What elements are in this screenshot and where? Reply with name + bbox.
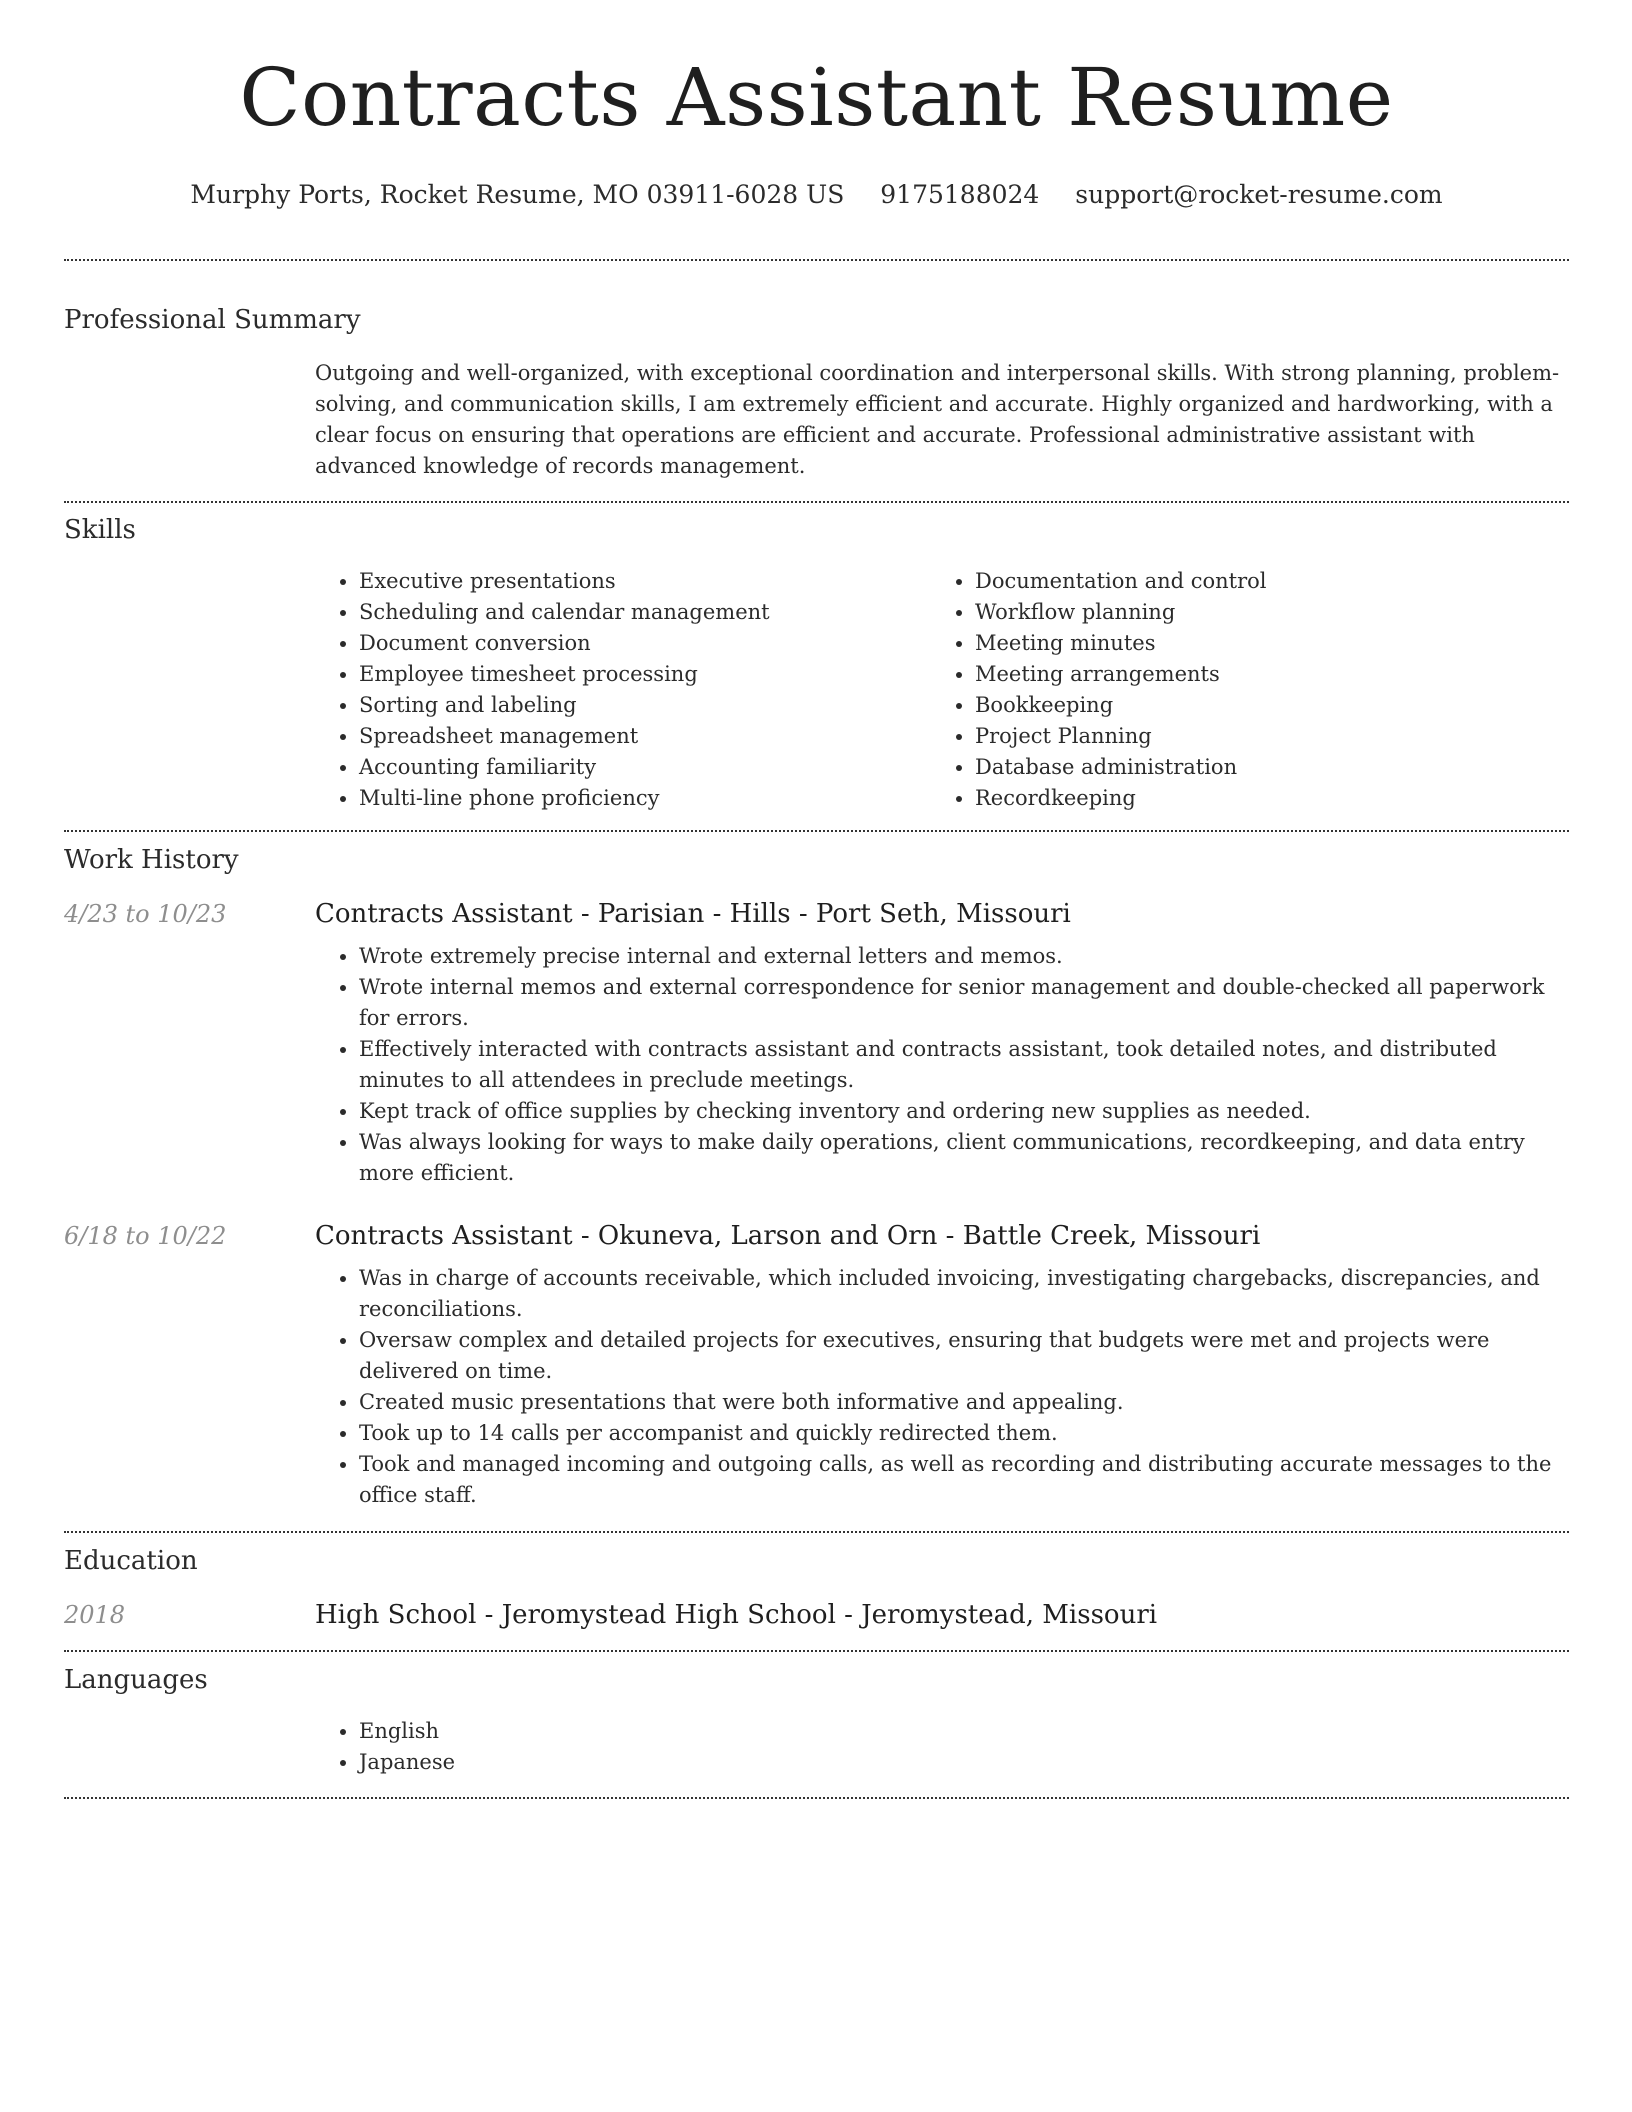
job-dates: 4/23 to 10/23	[64, 900, 227, 928]
skills-column-left	[315, 566, 931, 814]
resume-title: Contracts Assistant Resume	[239, 51, 1394, 144]
contact-phone: 9175188024	[880, 180, 1040, 209]
skill-item: • Documentation and control	[975, 566, 1547, 597]
duty-item: • Was always looking for ways to make daily operations, client communications, recordkeeping, and data entry more efficient.	[359, 1127, 1569, 1189]
skill-item: • Recordkeeping	[975, 783, 1547, 814]
skill-item: • Spreadsheet management	[359, 721, 931, 752]
skill-item: • Executive presentations	[359, 566, 931, 597]
duty-item: • Was in charge of accounts receivable, which included invoicing, investigating chargebacks, discrepancies, and reconciliations.	[359, 1263, 1569, 1325]
summary-text: Outgoing and well-organized, with exceptional coordination and interpersonal skills. With strong planning, problem-solving, and communication skills, I am extremely efficient and accurate. Highly organized and hardworking, with a clear focus on ensuring that operations are efficient and accurate. Professional administrative assistant with advanced knowledge of records management.	[315, 361, 1560, 478]
job-duties	[315, 1263, 1569, 1511]
job-entry	[64, 899, 1569, 1189]
skill-item: • Employee timesheet processing	[359, 659, 931, 690]
education-title: High School - Jeromystead High School - Jeromystead, Missouri	[315, 1600, 1158, 1630]
languages-section	[64, 1663, 1569, 1778]
duty-item: • Wrote extremely precise internal and external letters and memos.	[359, 941, 1569, 972]
skill-item: • Database administration	[975, 752, 1547, 783]
summary-section	[64, 303, 1569, 482]
skill-item: • Document conversion	[359, 628, 931, 659]
education-section	[64, 1544, 1569, 1630]
job-header	[64, 1221, 1569, 1251]
skill-item: • Scheduling and calendar management	[359, 597, 931, 628]
duty-item: • Wrote internal memos and external correspondence for senior management and double-checked all paperwork for errors.	[359, 972, 1569, 1034]
languages-heading: Languages	[64, 1665, 208, 1695]
education-entry	[64, 1600, 1569, 1630]
work-history-section	[64, 843, 1569, 1511]
duty-item: • Took and managed incoming and outgoing calls, as well as recording and distributing accurate messages to the office staff.	[359, 1449, 1569, 1511]
divider	[64, 259, 1569, 261]
summary-heading: Professional Summary	[64, 305, 361, 335]
job-entry	[64, 1221, 1569, 1511]
skills-columns	[315, 566, 1569, 814]
skills-heading: Skills	[64, 515, 136, 545]
contact-email: support@rocket-resume.com	[1075, 180, 1443, 209]
divider	[64, 1531, 1569, 1533]
divider	[64, 1797, 1569, 1799]
job-title: Contracts Assistant - Parisian - Hills - Port Seth, Missouri	[315, 899, 1071, 929]
skill-item: • Project Planning	[975, 721, 1547, 752]
duty-item: • Created music presentations that were both informative and appealing.	[359, 1387, 1569, 1418]
job-dates: 6/18 to 10/22	[64, 1222, 227, 1250]
skill-item: • Meeting minutes	[975, 628, 1547, 659]
job-duties	[315, 941, 1569, 1189]
skill-item: • Meeting arrangements	[975, 659, 1547, 690]
language-item: • English	[359, 1716, 1569, 1747]
skills-column-right	[931, 566, 1547, 814]
skill-item: • Workflow planning	[975, 597, 1547, 628]
resume-page	[64, 0, 1569, 1799]
work-history-heading: Work History	[64, 845, 239, 875]
duty-item: • Effectively interacted with contracts assistant and contracts assistant, took detailed notes, and distributed minutes to all attendees in preclude meetings.	[359, 1034, 1569, 1096]
skills-section	[64, 513, 1569, 814]
divider	[64, 501, 1569, 503]
skill-item: • Multi-line phone proficiency	[359, 783, 931, 814]
languages-list	[315, 1716, 1569, 1778]
duty-item: • Kept track of office supplies by checking inventory and ordering new supplies as needed.	[359, 1096, 1569, 1127]
duty-item: • Oversaw complex and detailed projects for executives, ensuring that budgets were met and projects were delivered on time.	[359, 1325, 1569, 1387]
job-title: Contracts Assistant - Okuneva, Larson and Orn - Battle Creek, Missouri	[315, 1221, 1261, 1251]
skill-item: • Sorting and labeling	[359, 690, 931, 721]
skill-item: • Bookkeeping	[975, 690, 1547, 721]
contact-line	[64, 178, 1569, 212]
divider	[64, 1650, 1569, 1652]
duty-item: • Took up to 14 calls per accompanist and quickly redirected them.	[359, 1418, 1569, 1449]
language-item: • Japanese	[359, 1747, 1569, 1778]
job-header	[64, 899, 1569, 929]
education-year: 2018	[64, 1601, 126, 1629]
skill-item: • Accounting familiarity	[359, 752, 931, 783]
education-heading: Education	[64, 1546, 198, 1576]
divider	[64, 830, 1569, 832]
contact-address: Murphy Ports, Rocket Resume, MO 03911-6028 US	[190, 180, 845, 209]
